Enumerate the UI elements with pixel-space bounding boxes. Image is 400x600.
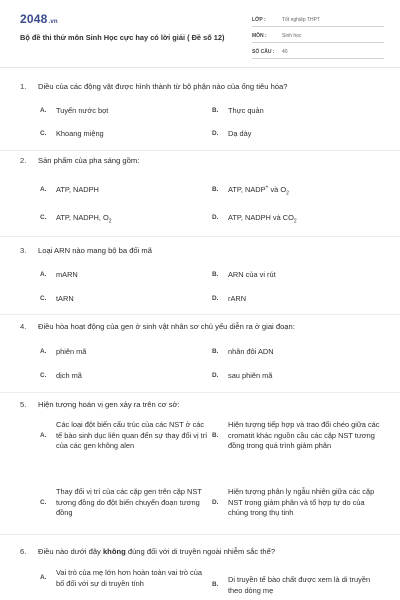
question-stem [20, 400, 390, 410]
question-number: 5. [20, 400, 27, 409]
question-number: 4. [20, 322, 27, 331]
subscript: 2 [108, 218, 112, 225]
document-title: Bộ đề thi thử môn Sinh Học cực hay có lời giải ( Đề số 12) [20, 33, 225, 42]
option-letter: A. [40, 348, 47, 355]
meta-row-subject [252, 29, 384, 43]
option-c[interactable] [40, 129, 206, 140]
option-letter: B. [212, 107, 219, 114]
subscript: 2 [286, 190, 289, 197]
question-text-emphasis: không [102, 547, 126, 556]
question-text: Sản phẩm của pha sáng gồm: [38, 156, 140, 165]
option-letter: A. [40, 574, 47, 582]
option-c[interactable] [40, 487, 208, 519]
option-letter: A. [40, 186, 47, 193]
option-b[interactable] [212, 106, 378, 117]
option-text: sau phiên mã [228, 371, 273, 380]
option-a[interactable] [40, 270, 206, 281]
option-text [228, 185, 378, 196]
option-letter: C. [40, 214, 47, 221]
option-letter: A. [40, 107, 47, 114]
option-b[interactable] [212, 270, 378, 281]
meta-label: MÔN : [252, 32, 267, 39]
question-number: 3. [20, 246, 27, 255]
option-letter: B. [212, 431, 219, 439]
option-text: mARN [56, 270, 78, 279]
option-b[interactable] [212, 185, 378, 196]
question-text-part: Điều nào dưới đây [38, 547, 103, 556]
meta-label: LỚP : [252, 16, 266, 23]
option-text-part: ATP, NADP [228, 185, 266, 194]
question-text: Điều hòa hoạt động của gen ở sinh vật nhân sơ chủ yếu diễn ra ở giai đoạn: [38, 322, 295, 331]
option-text: Các loại đột biến cấu trúc của các NST ở các tế bào sinh dục liên quan đến sự thay đổi vị trí của các gen không alen [56, 420, 208, 451]
question-stem [20, 82, 390, 92]
option-text [228, 213, 378, 224]
question-number: 2. [20, 156, 27, 165]
option-letter: C. [40, 295, 47, 302]
question-text: Hiện tượng hoán vị gen xảy ra trên cơ sở: [38, 400, 180, 409]
option-letter: C. [40, 372, 47, 379]
option-text: Thực quản [228, 106, 264, 115]
option-d[interactable] [212, 294, 378, 305]
option-text: Tuyến nước bọt [56, 106, 109, 115]
option-text: dịch mã [56, 371, 82, 380]
exam-meta [252, 13, 384, 61]
option-letter: C. [40, 498, 47, 506]
meta-row-class [252, 13, 384, 27]
header-divider [0, 67, 400, 68]
option-text [56, 213, 206, 224]
option-text: ARN của vi rút [228, 270, 276, 279]
option-a[interactable] [40, 106, 206, 117]
document-header [0, 0, 400, 66]
logo-main: 2048 [20, 12, 48, 26]
meta-value: 40 [282, 48, 288, 55]
option-d[interactable] [212, 371, 378, 382]
question-divider [0, 236, 400, 237]
option-letter: D. [212, 295, 219, 302]
option-a[interactable] [40, 568, 208, 589]
option-letter: D. [212, 130, 219, 137]
question-text-part: đúng đối với di truyền ngoài nhiễm sắc thể? [125, 547, 276, 556]
option-text: phiên mã [56, 347, 87, 356]
option-text: nhân đôi ADN [228, 347, 274, 356]
question-number: 1. [20, 82, 27, 91]
meta-value: Tốt nghiệp THPT [282, 16, 320, 23]
option-text: Vai trò của mẹ lớn hơn hoàn toàn vai trò của bố đối với sự di truyền tính [56, 568, 202, 588]
option-text: rARN [228, 294, 247, 303]
option-text: Hiện tượng phân ly ngẫu nhiên giữa các cặp NST trong giảm phân và tổ hợp tự do của chúng trong thụ tinh [228, 487, 375, 518]
option-text-part: ATP, NADPH và CO [228, 213, 294, 222]
meta-row-count [252, 45, 384, 59]
question-text: Loại ARN nào mang bộ ba đối mã [38, 246, 152, 255]
option-c[interactable] [40, 294, 206, 305]
meta-label: SỐ CÂU : [252, 48, 275, 55]
option-d[interactable] [212, 129, 378, 140]
option-letter: A. [40, 431, 47, 439]
option-letter: B. [212, 186, 219, 193]
option-text: tARN [56, 294, 74, 303]
option-letter: D. [212, 498, 219, 506]
option-text-part: và O [268, 185, 287, 194]
option-a[interactable] [40, 347, 206, 358]
option-letter: A. [40, 271, 47, 278]
logo-suffix: .vn [48, 19, 58, 25]
question-number: 6. [20, 547, 27, 556]
option-c[interactable] [40, 213, 206, 224]
option-b[interactable] [212, 575, 380, 596]
option-text: Dạ dày [228, 129, 252, 138]
option-text-part: ATP, NADPH, O [56, 213, 109, 222]
question-text [38, 547, 275, 557]
option-letter: D. [212, 372, 219, 379]
option-text: Thay đổi vị trí của các cặp gen trên cặp NST tương đồng do đột biến chuyển đoạn tương đồng [56, 487, 202, 518]
subscript: 2 [293, 218, 297, 225]
option-text: Hiện tượng tiếp hợp và trao đổi chéo giữa các cromatit khác nguồn cầu các cặp NST tương đồng trong quá trình giảm phân [228, 420, 380, 451]
question-divider [0, 534, 400, 535]
option-b[interactable] [212, 420, 380, 452]
meta-value: Sinh học [282, 32, 302, 39]
option-text: Khoang miệng [56, 129, 104, 138]
option-a[interactable] [40, 420, 208, 452]
question-divider [0, 314, 400, 315]
option-a[interactable] [40, 185, 206, 196]
option-text: Di truyền tế bào chất được xem là di truyền theo dòng mẹ [228, 575, 371, 595]
option-b[interactable] [212, 347, 378, 358]
option-letter: B. [212, 348, 219, 355]
site-logo[interactable] [20, 12, 58, 26]
question-text: Diều của các động vật được hình thành từ bộ phận nào của ống tiêu hóa? [38, 82, 288, 91]
option-letter: D. [212, 214, 219, 221]
option-d[interactable] [212, 213, 378, 224]
superscript: + [265, 184, 269, 191]
option-d[interactable] [212, 487, 380, 519]
option-letter: C. [40, 130, 47, 137]
option-text: ATP, NADPH [56, 185, 99, 194]
option-letter: B. [212, 271, 219, 278]
question-stem [20, 322, 390, 332]
question-divider [0, 150, 400, 151]
question-stem [20, 156, 390, 166]
question-stem [20, 547, 390, 557]
question-stem [20, 246, 390, 256]
option-letter: B. [212, 581, 219, 589]
option-c[interactable] [40, 371, 206, 382]
question-divider [0, 392, 400, 393]
